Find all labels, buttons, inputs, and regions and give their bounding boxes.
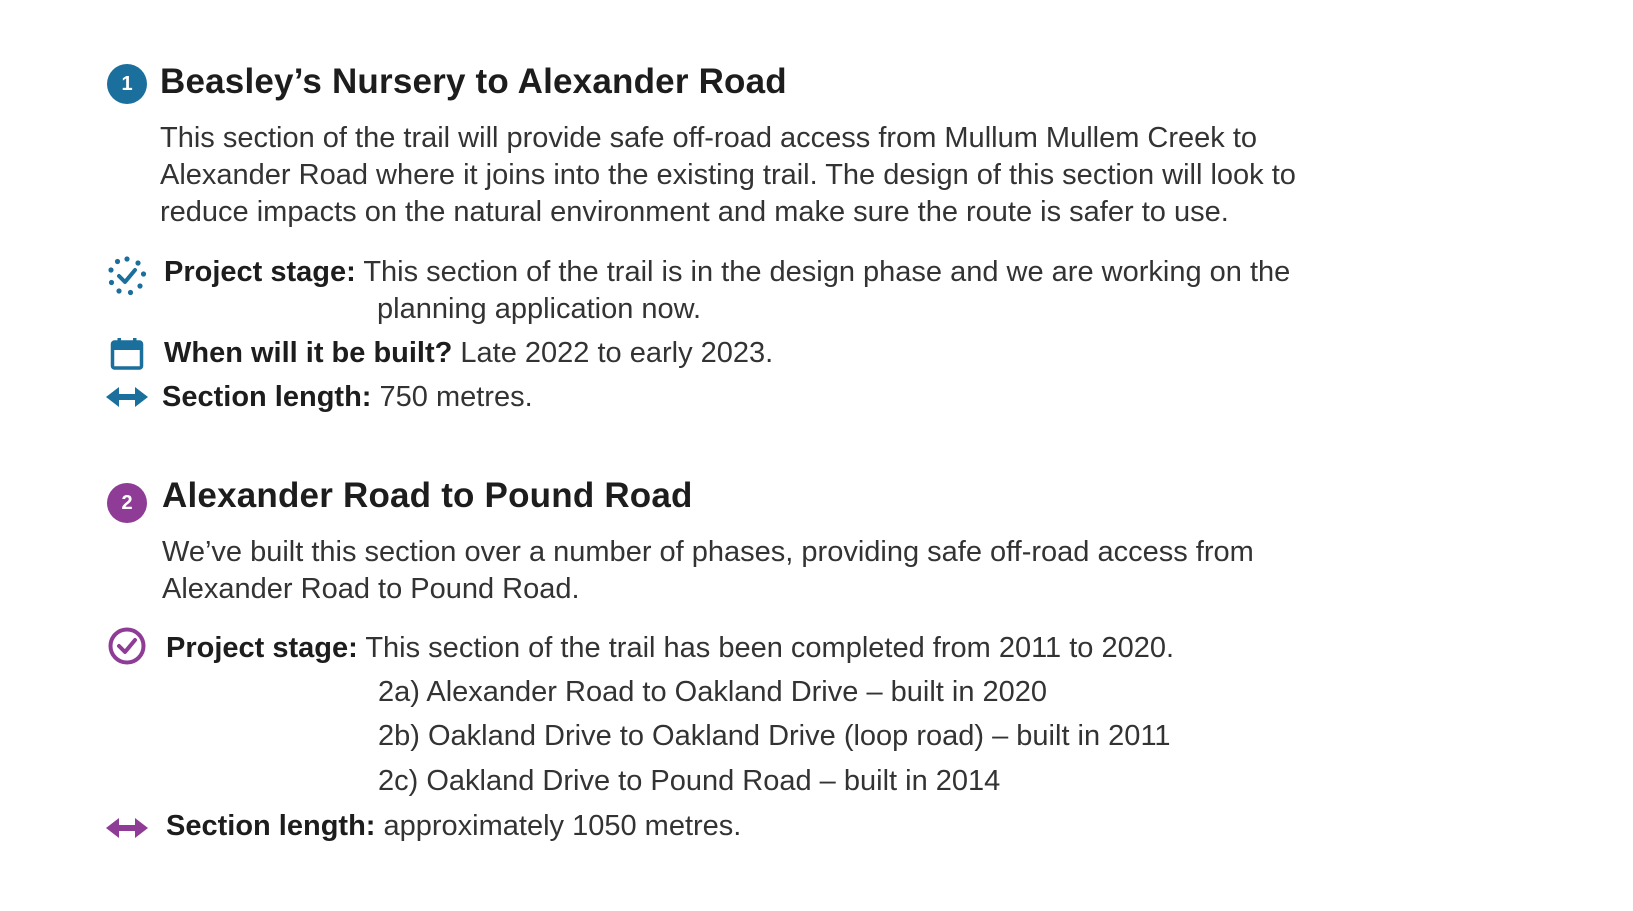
project-stage-continuation: planning application now. [377,293,702,325]
section-length-label: Section length: [162,381,372,413]
section-number-badge [107,483,147,523]
project-stage-label: Project stage: [166,632,358,664]
section-length-text: approximately 1050 metres. [383,810,742,842]
description-line: We’ve built this section over a number of phases, providing safe off-road access from [162,536,1254,568]
description-line: Alexander Road where it joins into the existing trail. The design of this section will look to [160,159,1296,191]
sub-section-item: 2c) Oakland Drive to Pound Road – built in 2014 [378,765,1001,797]
description-line: reduce impacts on the natural environment and make sure the route is safer to use. [160,196,1229,228]
project-stage-row [164,254,1290,291]
in-progress-check-icon [107,256,147,296]
project-stage-label: Project stage: [164,256,356,288]
project-stage-text: This section of the trail has been completed from 2011 to 2020. [365,632,1175,664]
description-line: This section of the trail will provide safe off-road access from Mullum Mullem Creek to [160,122,1258,154]
build-time-text: Late 2022 to early 2023. [460,337,774,369]
project-stage-row [166,630,1174,667]
description-line: Alexander Road to Pound Road. [162,573,580,605]
section-description [160,120,1296,231]
section-description [162,534,1254,608]
build-time-label: When will it be built? [164,337,453,369]
section-length-row [162,379,533,416]
section-number: 1 [121,73,133,95]
section-length-text: 750 metres. [379,381,533,413]
double-arrow-icon [106,816,148,840]
calendar-icon [110,337,144,371]
project-stage-text: This section of the trail is in the design phase and we are working on the [363,256,1291,288]
section-length-label: Section length: [166,810,376,842]
section-number-badge [107,64,147,104]
section-length-row [166,808,741,845]
double-arrow-icon [106,385,148,409]
sub-section-item: 2b) Oakland Drive to Oakland Drive (loop road) – built in 2011 [378,720,1171,752]
completed-check-icon [107,626,147,666]
sub-section-item: 2a) Alexander Road to Oakland Drive – built in 2020 [378,676,1048,708]
section-title: Beasley’s Nursery to Alexander Road [160,62,787,101]
section-number: 2 [121,492,133,514]
section-title: Alexander Road to Pound Road [162,476,693,515]
build-time-row [164,335,773,372]
